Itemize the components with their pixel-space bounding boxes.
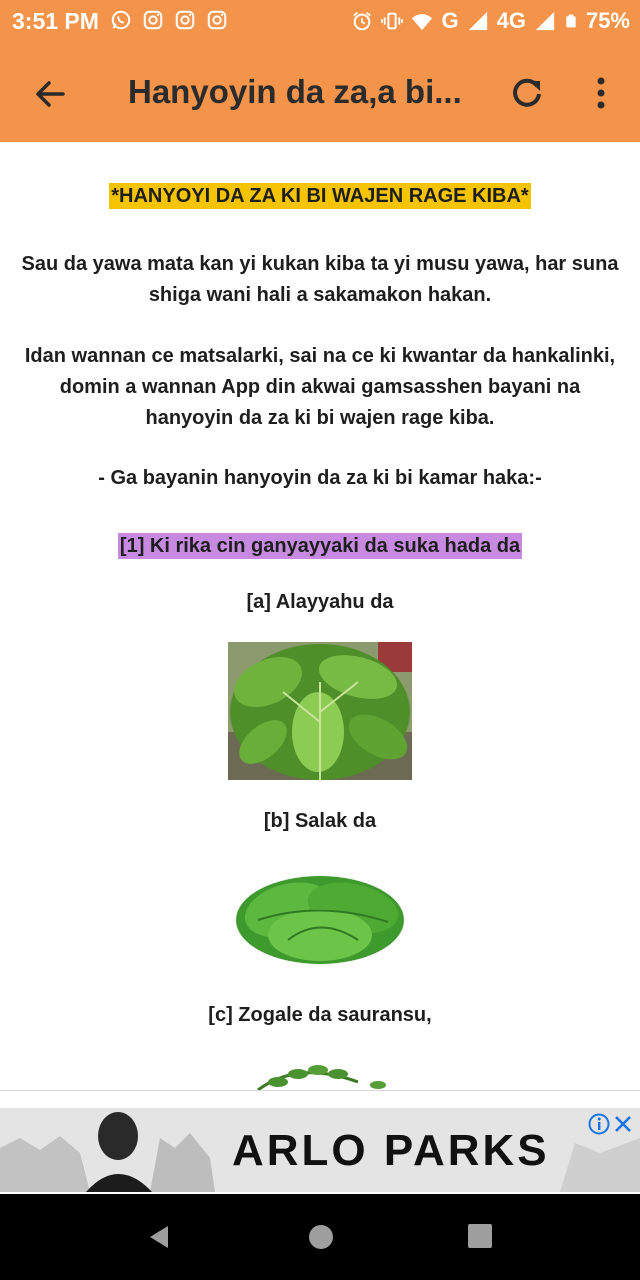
section-1-heading (14, 531, 626, 562)
app-bar (0, 44, 640, 142)
status-bar (0, 0, 640, 44)
nav-back-icon[interactable] (144, 1222, 174, 1252)
network-4g-label: 4G (496, 8, 526, 33)
refresh-icon[interactable] (508, 74, 546, 112)
whatsapp-icon (110, 9, 132, 31)
instagram-icon (206, 9, 228, 31)
alarm-icon (351, 10, 373, 32)
section-1-heading-text: [1] Ki rika cin ganyayyaki da suka hada da (119, 535, 521, 557)
ad-close-icon[interactable] (612, 1113, 634, 1135)
status-time: 3:51 PM (12, 8, 99, 34)
salad-leaves-image (228, 860, 412, 978)
nav-recent-apps-icon[interactable] (466, 1222, 494, 1250)
status-right (351, 8, 630, 34)
amaranth-leaves-image (228, 642, 412, 780)
article-heading (14, 181, 626, 212)
vibrate-icon (381, 10, 403, 32)
signal-icon (534, 10, 556, 32)
instagram-icon (174, 9, 196, 31)
arrow-back-icon[interactable] (30, 74, 70, 114)
wifi-icon (411, 10, 433, 32)
paragraph-3: - Ga bayanin hanyoyin da za ki bi kamar haka:- (98, 467, 542, 489)
moringa-leaves-image (228, 1052, 412, 1090)
article-content (0, 142, 640, 1090)
article-heading-text: *HANYOYI DA ZA KI BI WAJEN RAGE KIBA* (111, 185, 529, 207)
battery-percent: 75% (585, 8, 630, 33)
ad-headline[interactable]: ARLO PARKS (232, 1126, 550, 1175)
instagram-icon (142, 9, 164, 31)
battery-icon (564, 10, 578, 32)
item-a-label: [a] Alayyahu da (246, 591, 394, 613)
notification-icons (110, 9, 228, 31)
ad-info-icon[interactable] (588, 1113, 610, 1135)
paragraph-2: Idan wannan ce matsalarki, sai na ce ki kwantar da hankalinki, domin a wannan App din akwai gamsasshen bayani na hanyoyin da za ki bi wajen rage kiba. (24, 345, 616, 429)
page-title: Hanyoyin da za,a bi... (128, 73, 462, 110)
item-c-label: [c] Zogale da sauransu, (208, 1004, 432, 1026)
signal-icon (467, 10, 489, 32)
system-nav-bar (0, 1194, 640, 1280)
more-vert-icon[interactable] (586, 72, 616, 114)
item-b-label: [b] Salak da (263, 810, 377, 832)
paragraph-1: Sau da yawa mata kan yi kukan kiba ta yi musu yawa, har suna shiga wani hali a sakamakon hakan. (21, 253, 619, 306)
ad-banner[interactable] (0, 1108, 640, 1192)
nav-home-icon[interactable] (306, 1222, 336, 1252)
network-g-label: G (441, 8, 459, 33)
divider (0, 1090, 640, 1091)
